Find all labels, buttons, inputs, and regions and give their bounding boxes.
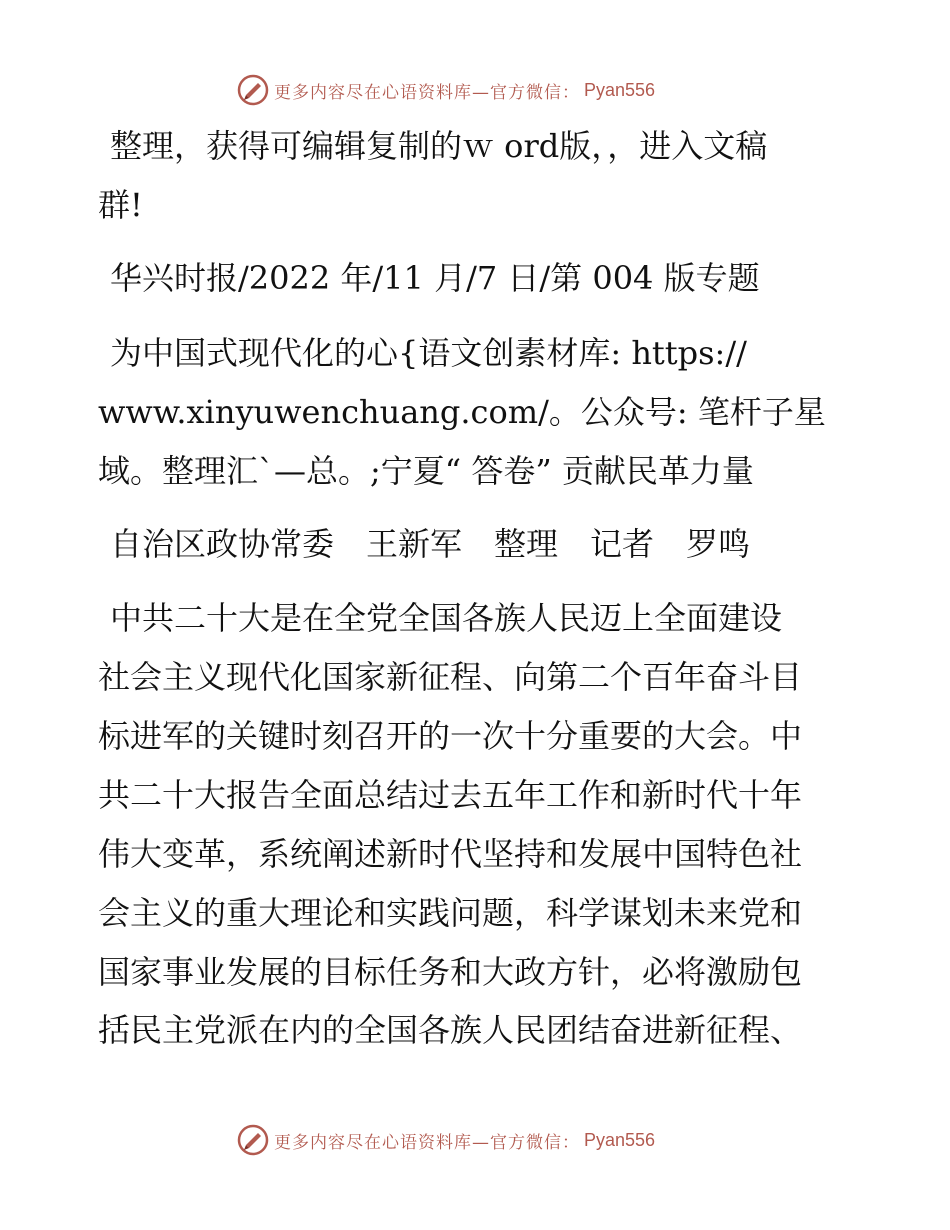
header-banner xyxy=(236,73,655,107)
body-line: 国家事业发展的目标任务和大政方针，必将激励包 xyxy=(98,953,803,991)
intro-line-1: 整理，获得可编辑复制的ｗ ord版，，进入文稿 xyxy=(110,127,768,165)
body-line: 括民主党派在内的全国各族人民团结奋进新征程、 xyxy=(98,1011,803,1049)
banner-contact: Pyan556 xyxy=(584,1129,656,1150)
footer-banner xyxy=(236,1123,655,1157)
body-line: 标进军的关键时刻召开的一次十分重要的大会。中 xyxy=(98,717,803,755)
headline-line-3: 域。整理汇`—总。;宁夏“ 答卷” 贡献民革力量 xyxy=(98,452,754,490)
body-line: 共二十大报告全面总结过去五年工作和新时代十年 xyxy=(98,776,803,814)
body-line: 伟大变革，系统阐述新时代坚持和发展中国特色社 xyxy=(98,835,803,873)
logo-icon xyxy=(236,73,270,107)
headline-line-1: 为中国式现代化的心{语文创素材库: https:// xyxy=(110,334,747,372)
banner-contact: Pyan556 xyxy=(584,79,656,100)
intro-line-2: 群! xyxy=(98,186,143,224)
byline: 自治区政协常委 王新军 整理 记者 罗鸣 xyxy=(110,525,751,563)
headline-line-2: www.xinyuwenchuang.com/。公众号: 笔杆子星 xyxy=(98,393,826,431)
body-line: 会主义的重大理论和实践问题，科学谋划未来党和 xyxy=(98,894,803,932)
body-line: 社会主义现代化国家新征程、向第二个百年奋斗目 xyxy=(98,658,803,696)
dateline: 华兴时报/2022 年/11 月/7 日/第 004 版专题 xyxy=(110,259,760,297)
logo-icon xyxy=(236,1123,270,1157)
banner-text: 更多内容尽在心语资料库—官方微信： xyxy=(274,1132,580,1153)
banner-text: 更多内容尽在心语资料库—官方微信： xyxy=(274,82,580,103)
body-line: 中共二十大是在全党全国各族人民迈上全面建设 xyxy=(110,599,783,637)
